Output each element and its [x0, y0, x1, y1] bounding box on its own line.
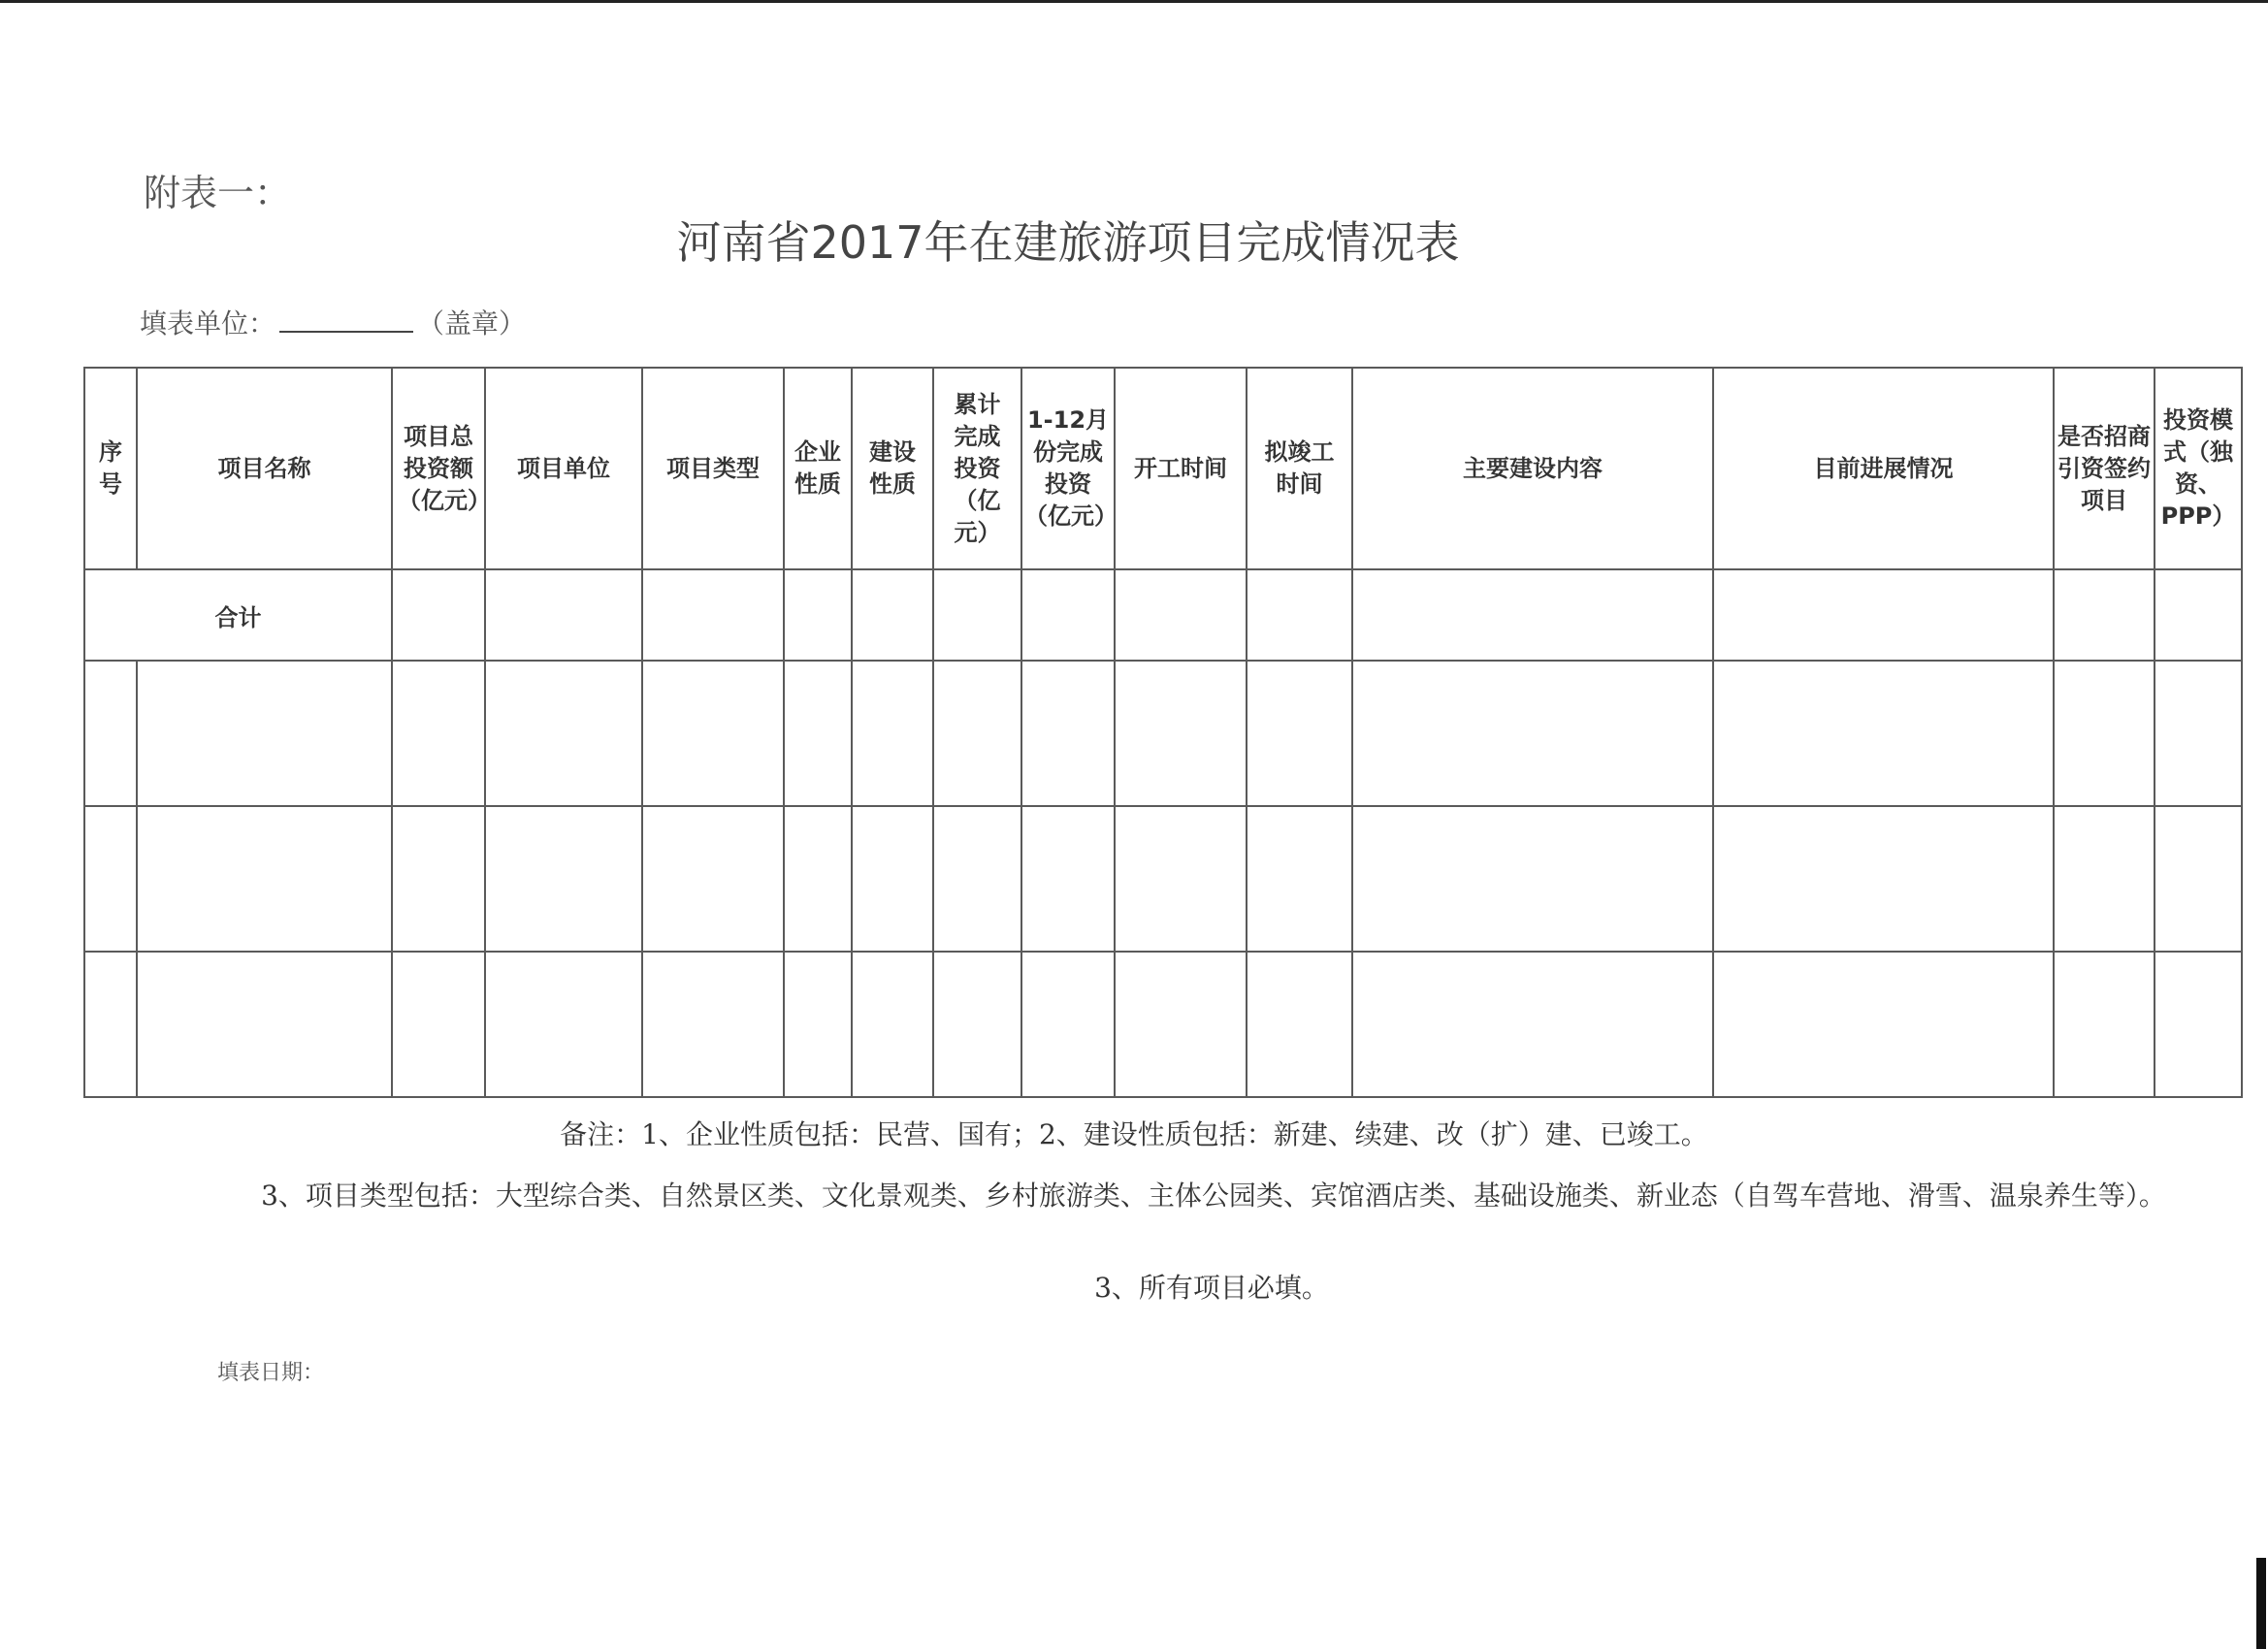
table-cell[interactable]	[84, 806, 137, 952]
table-cell[interactable]	[933, 661, 1021, 806]
table-cell[interactable]	[1115, 661, 1247, 806]
table-cell[interactable]	[392, 806, 485, 952]
table-cell[interactable]	[642, 569, 784, 661]
table-cell[interactable]	[485, 569, 642, 661]
table-cell[interactable]	[1713, 661, 2054, 806]
table-cell[interactable]	[2155, 952, 2242, 1097]
col-header-monthly-investment: 1-12月份完成投资（亿元）	[1021, 368, 1115, 569]
table-cell[interactable]	[642, 806, 784, 952]
table-cell[interactable]	[2155, 569, 2242, 661]
note-line-1: 备注：1、企业性质包括：民营、国有；2、建设性质包括：新建、续建、改（扩）建、已竣工。	[560, 1118, 1708, 1150]
col-header-completion-time: 拟竣工时间	[1247, 368, 1352, 569]
table-cell[interactable]	[784, 806, 852, 952]
total-label: 合计	[214, 603, 262, 631]
table-cell[interactable]	[1247, 952, 1352, 1097]
col-header-start-time: 开工时间	[1115, 368, 1247, 569]
table-cell[interactable]	[84, 661, 137, 806]
col-header-project-unit: 项目单位	[485, 368, 642, 569]
scan-edge-mark	[2256, 1558, 2266, 1649]
table-cell[interactable]	[2054, 661, 2155, 806]
table-cell[interactable]	[1352, 661, 1713, 806]
table-cell[interactable]	[1352, 569, 1713, 661]
table-cell[interactable]	[84, 952, 137, 1097]
col-header-investment-attraction: 是否招商引资签约项目	[2054, 368, 2155, 569]
table-cell[interactable]	[642, 661, 784, 806]
table-cell[interactable]	[1352, 806, 1713, 952]
table-row	[84, 661, 2242, 806]
table-cell[interactable]	[137, 952, 392, 1097]
table-cell[interactable]	[933, 952, 1021, 1097]
scan-top-edge	[0, 0, 2268, 3]
note-line-3: 3、所有项目必填。	[1094, 1272, 1329, 1304]
table-cell[interactable]	[852, 806, 933, 952]
col-header-construction-nature: 建设性质	[852, 368, 933, 569]
appendix-label: 附表一：	[144, 172, 292, 214]
table-cell[interactable]	[1021, 661, 1115, 806]
table-cell[interactable]	[1713, 806, 2054, 952]
table-cell[interactable]	[784, 569, 852, 661]
table-cell[interactable]	[852, 952, 933, 1097]
table-cell[interactable]	[2054, 952, 2155, 1097]
table-cell[interactable]	[2155, 806, 2242, 952]
table-cell[interactable]	[1247, 661, 1352, 806]
table-cell[interactable]	[933, 806, 1021, 952]
table-row	[84, 806, 2242, 952]
table-cell[interactable]	[1247, 569, 1352, 661]
table-cell[interactable]	[485, 806, 642, 952]
table-cell[interactable]	[485, 661, 642, 806]
col-header-total-investment: 项目总投资额（亿元）	[392, 368, 485, 569]
fill-unit-line	[140, 303, 526, 341]
col-header-enterprise-nature: 企业性质	[784, 368, 852, 569]
table-cell[interactable]	[852, 569, 933, 661]
table-cell[interactable]	[2054, 806, 2155, 952]
col-header-project-type: 项目类型	[642, 368, 784, 569]
table-cell[interactable]	[1352, 952, 1713, 1097]
table-cell[interactable]	[852, 661, 933, 806]
col-header-seq: 序号	[84, 368, 137, 569]
fill-date-label: 填表日期：	[217, 1361, 325, 1385]
table-cell[interactable]	[784, 952, 852, 1097]
fill-unit-blank[interactable]	[279, 309, 413, 333]
table-cell[interactable]	[1021, 569, 1115, 661]
header-row	[84, 368, 2242, 569]
col-header-main-content: 主要建设内容	[1352, 368, 1713, 569]
table-cell[interactable]	[1115, 806, 1247, 952]
table-cell[interactable]	[933, 569, 1021, 661]
note-line-2: 3、项目类型包括：大型综合类、自然景区类、文化景观类、乡村旅游类、主体公园类、宾馆酒店类、基础设施类、新业态（自驾车营地、滑雪、温泉养生等）。	[261, 1180, 2166, 1212]
table-cell[interactable]	[642, 952, 784, 1097]
table-cell[interactable]	[1021, 952, 1115, 1097]
table-cell[interactable]	[784, 661, 852, 806]
table-cell[interactable]	[1115, 569, 1247, 661]
table-cell[interactable]	[392, 661, 485, 806]
seal-label: （盖章）	[417, 307, 527, 340]
project-table	[83, 367, 2243, 1098]
col-header-progress: 目前进展情况	[1713, 368, 2054, 569]
table-cell[interactable]	[2155, 661, 2242, 806]
fill-unit-label: 填表单位：	[140, 307, 276, 340]
table-cell[interactable]	[1247, 806, 1352, 952]
table-cell[interactable]	[1713, 569, 2054, 661]
table-cell[interactable]	[2054, 569, 2155, 661]
table-cell[interactable]	[485, 952, 642, 1097]
table-cell[interactable]	[392, 569, 485, 661]
table-row	[84, 952, 2242, 1097]
total-label-cell	[84, 569, 392, 661]
col-header-cumulative-investment: 累计完成投资（亿元）	[933, 368, 1021, 569]
table-cell[interactable]	[137, 806, 392, 952]
col-header-investment-mode: 投资模式（独资、PPP）	[2155, 368, 2242, 569]
table-cell[interactable]	[1115, 952, 1247, 1097]
col-header-project-name: 项目名称	[137, 368, 392, 569]
table-cell[interactable]	[1021, 806, 1115, 952]
table-cell[interactable]	[392, 952, 485, 1097]
total-row	[84, 569, 2242, 661]
document-title: 河南省2017年在建旅游项目完成情况表	[676, 216, 1460, 269]
table-cell[interactable]	[1713, 952, 2054, 1097]
table-cell[interactable]	[137, 661, 392, 806]
